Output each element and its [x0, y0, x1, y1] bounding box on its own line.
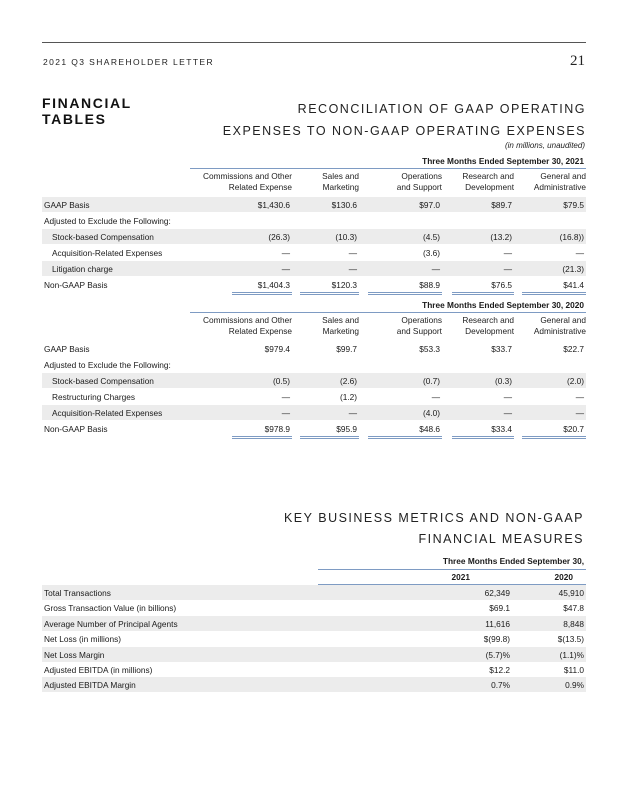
cell-value: —	[281, 392, 290, 402]
total-underline	[522, 438, 586, 439]
metric-value: $47.8	[563, 603, 584, 614]
cell-value: —	[348, 248, 357, 258]
metric-value: 62,349	[484, 588, 510, 598]
metric-value: $(99.8)	[483, 634, 510, 645]
column-header-line: Research and	[462, 315, 514, 325]
total-underline	[368, 438, 442, 439]
cell-value: —	[575, 392, 584, 402]
cell-value: (10.3)	[335, 232, 357, 242]
column-header-line: Development	[465, 182, 514, 192]
kbm-title	[284, 508, 584, 550]
total-underline	[452, 438, 514, 439]
page-number: 21	[570, 53, 585, 69]
cell-value: (13.2)	[490, 232, 512, 242]
total-underline	[522, 436, 586, 437]
metrics-row	[42, 677, 586, 692]
column-header-line: Sales and	[322, 315, 359, 325]
column-header	[397, 171, 442, 193]
cell-value: —	[281, 408, 290, 418]
cell-value: (1.2)	[339, 392, 357, 402]
total-underline	[452, 292, 514, 293]
row-label: Adjusted to Exclude the Following:	[44, 216, 171, 226]
cell-value: (26.3)	[268, 232, 290, 242]
kbm-title-line-2: FINANCIAL MEASURES	[418, 532, 584, 546]
metric-value: (5.7)%	[485, 649, 510, 660]
metric-label: Average Number of Principal Agents	[44, 618, 178, 629]
column-header-line: Sales and	[322, 171, 359, 181]
cell-value: $79.5	[563, 200, 584, 210]
total-underline	[232, 292, 292, 293]
column-header	[203, 315, 292, 337]
table-row	[42, 213, 586, 228]
cell-value: (2.0)	[566, 376, 584, 386]
column-header-line: Research and	[462, 171, 514, 181]
cell-value: —	[431, 264, 440, 274]
table-row	[42, 373, 586, 388]
cell-value: $120.3	[331, 280, 357, 290]
metric-value: 0.7%	[491, 680, 510, 691]
row-label: Stock-based Compensation	[52, 232, 154, 242]
metric-value: 11,616	[485, 618, 510, 629]
column-header	[534, 315, 586, 337]
total-underline	[300, 292, 359, 293]
cell-value: (0.5)	[272, 376, 290, 386]
reconciliation-title-line-1: RECONCILIATION OF GAAP OPERATING	[297, 102, 586, 116]
cell-value: —	[503, 392, 512, 402]
metric-value: $69.1	[489, 603, 510, 614]
total-underline	[368, 436, 442, 437]
metric-value: $12.2	[489, 665, 510, 675]
total-underline	[300, 438, 359, 439]
total-underline	[522, 292, 586, 293]
column-header-line: General and	[540, 171, 586, 181]
metric-label: Total Transactions	[44, 588, 111, 598]
cell-value: $1,404.3	[257, 280, 290, 290]
metrics-row	[42, 647, 586, 662]
cell-value: (0.7)	[422, 376, 440, 386]
column-header-line: and Support	[396, 182, 442, 192]
period-rule	[190, 168, 586, 169]
cell-value: (0.3)	[494, 376, 512, 386]
cell-value: $97.0	[419, 200, 440, 210]
kbm-period: Three Months Ended September 30,	[442, 556, 584, 566]
total-underline	[232, 436, 292, 437]
table-row	[42, 357, 586, 372]
metric-label: Net Loss Margin	[44, 649, 105, 660]
column-header-line: Related Expense	[228, 182, 292, 192]
column-header-line: General and	[540, 315, 586, 325]
cell-value: (4.5)	[422, 232, 440, 242]
kbm-period-rule	[318, 569, 586, 570]
table-row	[42, 197, 586, 212]
section-title	[42, 95, 132, 127]
cell-value: $979.4	[264, 344, 290, 354]
top-rule	[42, 42, 586, 43]
cell-value: $95.9	[336, 424, 357, 434]
cell-value: $89.7	[491, 200, 512, 210]
column-header-line: Operations	[401, 171, 442, 181]
metrics-row	[42, 662, 586, 677]
metrics-row	[42, 600, 586, 615]
total-underline	[368, 292, 442, 293]
row-label: Non-GAAP Basis	[44, 424, 108, 434]
document-header: 2021 Q3 SHAREHOLDER LETTER	[43, 57, 215, 67]
metrics-row	[42, 616, 586, 631]
row-label: Acquisition-Related Expenses	[52, 248, 163, 258]
total-underline	[368, 294, 442, 295]
cell-value: (3.6)	[422, 248, 440, 258]
cell-value: $978.9	[264, 424, 290, 434]
cell-value: (21.3)	[562, 264, 584, 274]
section-title-line-2: TABLES	[42, 111, 107, 127]
column-header-line: Marketing	[322, 326, 359, 336]
metric-label: Adjusted EBITDA (in millions)	[44, 665, 153, 675]
metric-value: 45,910	[558, 588, 584, 598]
metric-label: Gross Transaction Value (in billions)	[44, 603, 177, 614]
cell-value: —	[431, 392, 440, 402]
row-label: Adjusted to Exclude the Following:	[44, 360, 171, 370]
kbm-year-2020: 2020	[554, 572, 573, 582]
metrics-row	[42, 631, 586, 646]
cell-value: $22.7	[563, 344, 584, 354]
cell-value: $20.7	[563, 424, 584, 434]
total-underline	[232, 438, 292, 439]
metric-value: $11.0	[563, 665, 584, 675]
cell-value: —	[348, 408, 357, 418]
reconciliation-subtitle: (in millions, unaudited)	[504, 141, 585, 150]
cell-value: $99.7	[336, 344, 357, 354]
table-row	[42, 277, 586, 292]
cell-value: —	[575, 408, 584, 418]
metric-label: Adjusted EBITDA Margin	[44, 680, 136, 691]
cell-value: —	[503, 264, 512, 274]
row-label: Acquisition-Related Expenses	[52, 408, 163, 418]
column-header-line: Commissions and Other	[203, 315, 292, 325]
cell-value: —	[503, 248, 512, 258]
reconciliation-title	[223, 98, 586, 142]
column-header	[322, 315, 359, 337]
table-row	[42, 229, 586, 244]
cell-value: (16.8))	[559, 232, 584, 242]
cell-value: $33.4	[491, 424, 512, 434]
row-label: GAAP Basis	[44, 344, 90, 354]
table-row	[42, 341, 586, 356]
cell-value: (4.0)	[422, 408, 440, 418]
row-label: Stock-based Compensation	[52, 376, 154, 386]
column-header-line: Marketing	[322, 182, 359, 192]
total-underline	[300, 294, 359, 295]
row-label: Litigation charge	[52, 264, 113, 274]
kbm-year-2021: 2021	[451, 572, 470, 582]
period-rule	[190, 312, 586, 313]
cell-value: $48.6	[419, 424, 440, 434]
column-header-line: Commissions and Other	[203, 171, 292, 181]
cell-value: —	[575, 248, 584, 258]
column-header	[534, 171, 586, 193]
column-header	[322, 171, 359, 193]
table-row	[42, 421, 586, 436]
cell-value: —	[281, 264, 290, 274]
column-header-line: and Support	[396, 326, 442, 336]
cell-value: $88.9	[419, 280, 440, 290]
column-header	[397, 315, 442, 337]
cell-value: $41.4	[563, 280, 584, 290]
cell-value: $130.6	[331, 200, 357, 210]
table-2021	[42, 153, 586, 303]
table-row	[42, 245, 586, 260]
column-header-line: Administrative	[533, 326, 586, 336]
section-title-line-1: FINANCIAL	[42, 95, 132, 111]
table-row	[42, 261, 586, 276]
column-header	[462, 315, 514, 337]
period-header: Three Months Ended September 30, 2021	[422, 156, 584, 166]
table-2020	[42, 297, 586, 447]
total-underline	[232, 294, 292, 295]
column-header-line: Operations	[401, 315, 442, 325]
period-header: Three Months Ended September 30, 2020	[422, 300, 584, 310]
metric-label: Net Loss (in millions)	[44, 634, 121, 645]
metric-value: 0.9%	[565, 680, 584, 691]
table-row	[42, 389, 586, 404]
total-underline	[300, 436, 359, 437]
cell-value: (2.6)	[339, 376, 357, 386]
column-header-line: Administrative	[533, 182, 586, 192]
total-underline	[522, 294, 586, 295]
cell-value: —	[281, 248, 290, 258]
column-header-line: Related Expense	[228, 326, 292, 336]
total-underline	[452, 294, 514, 295]
cell-value: $76.5	[491, 280, 512, 290]
cell-value: —	[348, 264, 357, 274]
metric-value: 8,848	[563, 618, 584, 629]
kbm-title-line-1: KEY BUSINESS METRICS AND NON-GAAP	[283, 511, 584, 525]
column-header-line: Development	[465, 326, 514, 336]
cell-value: $33.7	[491, 344, 512, 354]
column-header	[462, 171, 514, 193]
row-label: Non-GAAP Basis	[44, 280, 108, 290]
metric-value: (1.1)%	[559, 649, 584, 660]
total-underline	[452, 436, 514, 437]
metric-value: $(13.5)	[557, 634, 584, 645]
metrics-row	[42, 585, 586, 600]
cell-value: —	[503, 408, 512, 418]
row-label: Restructuring Charges	[52, 392, 136, 402]
cell-value: $1,430.6	[257, 200, 290, 210]
table-row	[42, 405, 586, 420]
row-label: GAAP Basis	[44, 200, 90, 210]
cell-value: $53.3	[419, 344, 440, 354]
reconciliation-title-line-2: EXPENSES TO NON-GAAP OPERATING EXPENSES	[222, 124, 586, 138]
column-header	[203, 171, 292, 193]
